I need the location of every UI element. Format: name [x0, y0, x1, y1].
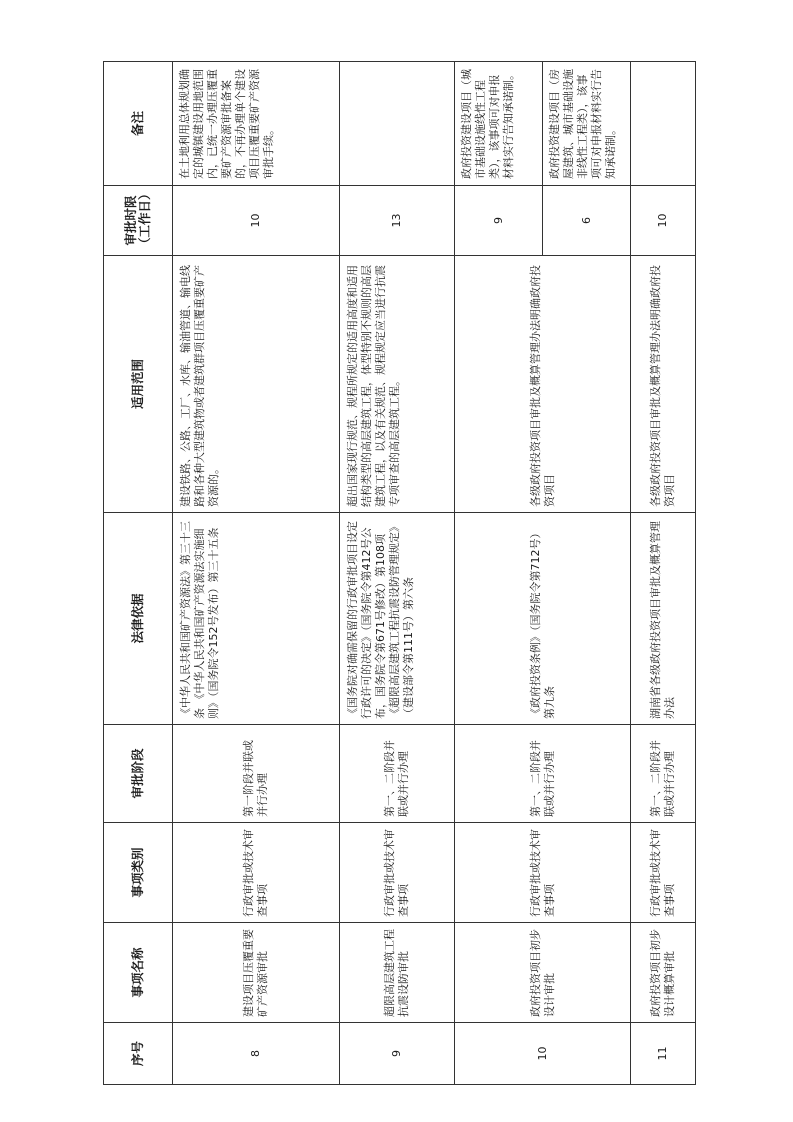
cell-seq: 10 — [455, 1023, 631, 1085]
cell-scope: 超出国家现行规范、规程所规定的适用高度和适用结构类型的高层建筑工程，体型特别不规则的高层建筑工程，以及有关规范、规程规定应当进行抗震专项审查的高层建筑工程。 — [340, 256, 455, 513]
cell-note: 政府投资建设项目（城市基础设施线性工程类），该事项可对申报材料实行告知承诺制。 — [455, 62, 543, 186]
cell-name: 政府投资项目初步设计审批 — [455, 923, 631, 1023]
cell-name: 超限高层建筑工程抗震设防审批 — [340, 923, 455, 1023]
cell-category: 行政审批或技术审查事项 — [173, 823, 340, 923]
cell-limit: 13 — [340, 186, 455, 256]
header-stage: 审批阶段 — [104, 725, 173, 823]
cell-category: 行政审批或技术审查事项 — [631, 823, 696, 923]
header-seq: 序号 — [104, 1023, 173, 1085]
cell-category: 行政审批或技术审查事项 — [455, 823, 631, 923]
cell-basis: 湖南省各级政府投资项目审批及概算管理办法 — [631, 513, 696, 725]
cell-stage: 第一、二阶段并联或并行办理 — [455, 725, 631, 823]
cell-limit: 10 — [631, 186, 696, 256]
header-category: 事项类别 — [104, 823, 173, 923]
table-row — [173, 62, 340, 1085]
cell-scope: 各级政府投资项目审批及概算管理办法明确政府投资项目 — [631, 256, 696, 513]
cell-stage: 第一、二阶段并联或并行办理 — [631, 725, 696, 823]
cell-stage: 第一、二阶段并联或并行办理 — [340, 725, 455, 823]
cell-limit: 6 — [543, 186, 631, 256]
cell-seq: 9 — [340, 1023, 455, 1085]
header-basis: 法律依据 — [104, 513, 173, 725]
header-note: 备注 — [104, 62, 173, 186]
rotated-page — [103, 62, 688, 1085]
cell-note — [631, 62, 696, 186]
cell-basis: 《政府投资条例》（国务院令第712号）第九条 — [455, 513, 631, 725]
header-row — [104, 62, 173, 1085]
cell-basis: 《中华人民共和国矿产资源法》第三十三条 《中华人民共和国矿产资源法实施细则》（国务院令152号发布）第三十五条 — [173, 513, 340, 725]
cell-scope: 各级政府投资项目审批及概算管理办法明确政府投资项目 — [455, 256, 631, 513]
cell-name: 政府投资项目初步设计概算审批 — [631, 923, 696, 1023]
approval-table — [103, 61, 696, 1085]
cell-note: 在土地利用总体规划确定的城镇建设用地范围内，已统一办理压覆重要矿产资源审批备案的，不再办理单个建设项目压覆重要矿产资源审批手续。 — [173, 62, 340, 186]
cell-name: 建设项目压覆重要矿产资源审批 — [173, 923, 340, 1023]
cell-scope: 建设铁路、公路、工厂、水库、输油管道、输电线路和各种大型建筑物或者建筑群项目压覆重要矿产资源的。 — [173, 256, 340, 513]
table-row — [455, 62, 543, 1085]
cell-seq: 11 — [631, 1023, 696, 1085]
table-row — [340, 62, 455, 1085]
cell-category: 行政审批或技术审查事项 — [340, 823, 455, 923]
cell-note: 政府投资建设项目（房屋建筑、城市基础设施非线性工程类），该事项可对申报材料实行告知承诺制。 — [543, 62, 631, 186]
cell-stage: 第一阶段并联或并行办理 — [173, 725, 340, 823]
header-name: 事项名称 — [104, 923, 173, 1023]
cell-limit: 9 — [455, 186, 543, 256]
cell-limit: 10 — [173, 186, 340, 256]
header-limit: 审批时限（工作日） — [104, 186, 173, 256]
cell-note — [340, 62, 455, 186]
table-row — [631, 62, 696, 1085]
header-scope: 适用范围 — [104, 256, 173, 513]
cell-seq: 8 — [173, 1023, 340, 1085]
cell-basis: 《国务院对确需保留的行政审批项目设定行政许可的决定》（国务院令第412号公布，国务院令第671号修改）第108项 《超限高层建筑工程抗震设防管理规定》（建设部令第111号）第六条 — [340, 513, 455, 725]
